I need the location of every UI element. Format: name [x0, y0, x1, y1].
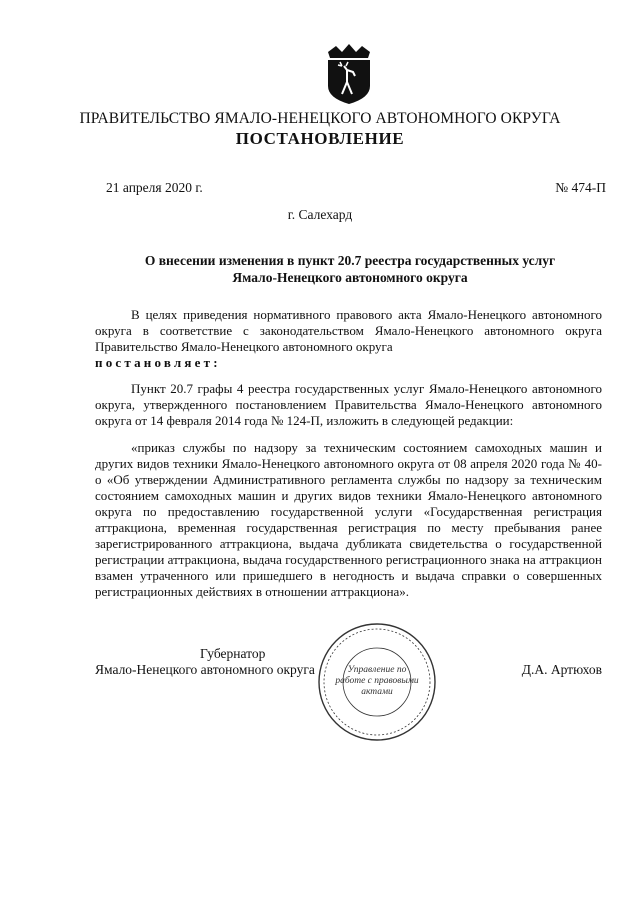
subject-line-2: Ямало-Ненецкого автономного округа	[232, 270, 468, 285]
document-subject	[60, 252, 640, 286]
paragraph-new-wording	[95, 440, 602, 600]
document-type-title: ПОСТАНОВЛЕНИЕ	[235, 129, 405, 148]
coat-of-arms-emblem	[322, 42, 376, 106]
signer-title: Губернатор	[200, 646, 266, 661]
government-header: ПРАВИТЕЛЬСТВО ЯМАЛО-НЕНЕЦКОГО АВТОНОМНОГО ОКРУГА	[79, 110, 561, 127]
paragraph-amendment	[95, 381, 602, 429]
amendment-text: Пункт 20.7 графы 4 реестра государственных услуг Ямало-Ненецкого автономного округа, утвержденного постановлением Правительства Ямало-Ненецкого автономного округа от 14 февраля 2014 года № 124-П, изложить в следующей редакции:	[95, 381, 602, 428]
new-wording-text: «приказ службы по надзору за техническим состоянием самоходных машин и других видов техники Ямало-Ненецкого автономного округа от 08 апреля 2020 года № 40-о «Об утверждении Административного регламента службы по надзору за техническим состоянием самоходных машин и других видов техники Ямало-Ненецкого автономного округа по предоставлению государственной услуги «Государственная регистрация аттракциона, временная государственная регистрация по месту пребывания ранее зарегистрированного аттракциона, выдача дубликата свидетельства о государственной регистрации аттракциона, выдача государственного регистрационного знака на аттракцион взамен утраченного или пришедшего в негодность и выдача справки о совершенных регистрационных действиях в отношении аттракциона».	[95, 440, 602, 599]
document-date: 21 апреля 2020 г.	[106, 180, 203, 195]
document-city: г. Салехард	[287, 207, 353, 222]
stamp-text: Управление по работе с правовыми актами	[335, 665, 419, 697]
paragraph-preamble	[95, 307, 602, 371]
resolution-keyword: постановляет:	[95, 355, 221, 370]
subject-line-1: О внесении изменения в пункт 20.7 реестра государственных услуг	[144, 253, 556, 268]
document-number: № 474-П	[555, 180, 606, 195]
signer-name: Д.А. Артюхов	[521, 662, 602, 677]
signer-organization: Ямало-Ненецкого автономного округа	[95, 662, 315, 677]
preamble-text: В целях приведения нормативного правового акта Ямало-Ненецкого автономного округа в соответствие с законодательством Ямало-Ненецкого автономного округа Правительство Ямало-Ненецкого автономного округа	[95, 307, 602, 354]
